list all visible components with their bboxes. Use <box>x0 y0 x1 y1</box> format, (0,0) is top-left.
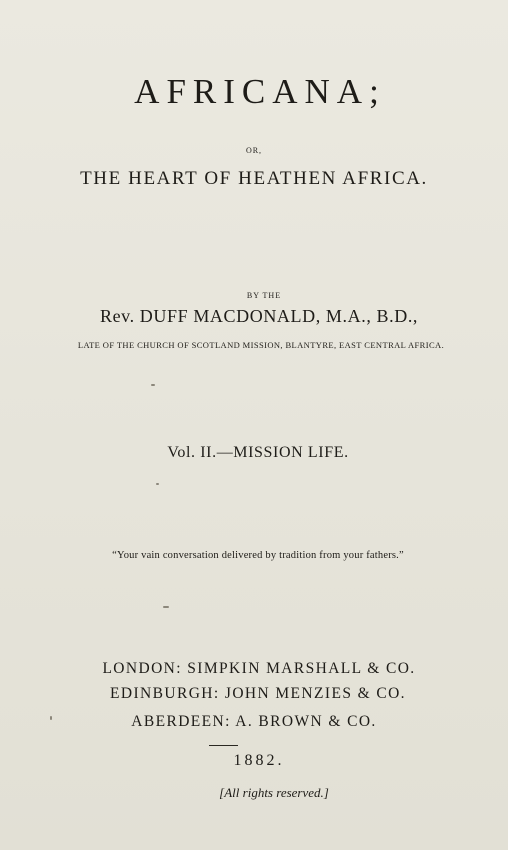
imprint-london: LONDON: SIMPKIN MARSHALL & CO. <box>102 660 416 677</box>
imprint-aberdeen: ABERDEEN: A. BROWN & CO. <box>131 713 377 730</box>
paper-speck <box>50 716 52 720</box>
imprint-edinburgh: EDINBURGH: JOHN MENZIES & CO. <box>110 685 406 702</box>
byline: BY THE <box>246 291 282 300</box>
book-title: AFRICANA; <box>134 72 386 111</box>
volume-title: Vol. II.—MISSION LIFE. <box>167 444 349 461</box>
paper-speck <box>163 606 169 608</box>
year-rule <box>209 745 238 746</box>
paper-speck <box>151 384 155 386</box>
publication-year: 1882. <box>233 752 285 769</box>
book-subtitle: THE HEART OF HEATHEN AFRICA. <box>80 168 428 189</box>
author-name: Rev. DUFF MACDONALD, M.A., B.D., <box>99 306 419 326</box>
author-affiliation: LATE OF THE CHURCH OF SCOTLAND MISSION, BLANTYRE, EAST CENTRAL AFRICA. <box>77 340 445 350</box>
or-connector: OR, <box>245 146 263 155</box>
paper-speck <box>156 483 159 485</box>
epigraph-quote: “Your vain conversation delivered by tradition from your fathers.” <box>112 550 404 561</box>
rights-notice: [All rights reserved.] <box>219 785 329 800</box>
